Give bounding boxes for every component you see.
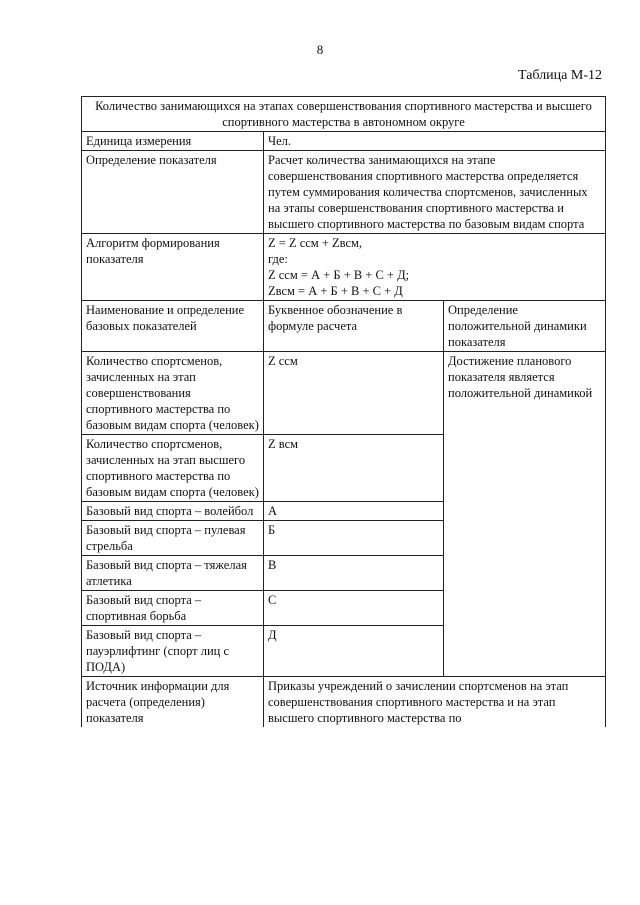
table-caption: Количество занимающихся на этапах совершенствования спортивного мастерства и высшего спортивного мастерства в автономном округе [82,97,606,132]
definition-label: Определение показателя [82,151,264,234]
definition-row [82,151,606,234]
indicator-name: Базовый вид спорта – тяжелая атлетика [82,556,264,591]
indicator-name: Базовый вид спорта – пулевая стрельба [82,521,264,556]
dynamics-empty-cell [444,435,606,677]
definition-value: Расчет количества занимающихся на этапе совершенствования спортивного мастерства определяется путем суммирования количества спортсменов, зачисленных на этапы совершенствования спортивного мастерства и высшего спортивного мастерства по базовым видам спорта [264,151,606,234]
header-symbol: Буквенное обозначение в формуле расчета [264,301,444,352]
indicator-table [81,96,606,727]
indicator-name: Базовый вид спорта – спортивная борьба [82,591,264,626]
indicator-symbol: Б [264,521,444,556]
header-name: Наименование и определение базовых показателей [82,301,264,352]
indicator-symbol: Z ссм [264,352,444,435]
caption-row [82,97,606,132]
indicator-symbol: Z всм [264,435,444,502]
indicator-name: Количество спортсменов, зачисленных на этап высшего спортивного мастерства по базовым видам спорта (человек) [82,435,264,502]
indicator-symbol: Д [264,626,444,677]
unit-label: Единица измерения [82,132,264,151]
base-header-row [82,301,606,352]
indicator-name: Базовый вид спорта – волейбол [82,502,264,521]
indicator-symbol: С [264,591,444,626]
algorithm-formula [264,234,606,301]
source-value: Приказы учреждений о зачислении спортсменов на этап совершенствования спортивного мастерства и на этап высшего спортивного мастерства по [264,677,606,728]
unit-row [82,132,606,151]
table-row [82,435,606,502]
table-row [82,352,606,435]
formula-line: Zвсм = А + Б + В + С + Д [268,284,403,298]
source-row [82,677,606,728]
indicator-name: Базовый вид спорта – пауэрлифтинг (спорт лиц с ПОДА) [82,626,264,677]
page-number: 8 [316,42,324,57]
formula-line: где: [268,252,288,266]
indicator-name: Количество спортсменов, зачисленных на этап совершенствования спортивного мастерства по базовым видам спорта (человек) [82,352,264,435]
dynamics-note: Достижение планового показателя является положительной динамикой [444,352,606,435]
algorithm-label: Алгоритм формирования показателя [82,234,264,301]
formula-line: Z = Z ссм + Zвсм, [268,236,363,250]
table-label: Таблица М-12 [518,68,602,83]
indicator-symbol: А [264,502,444,521]
source-label: Источник информации для расчета (определения) показателя [82,677,264,728]
indicator-symbol: В [264,556,444,591]
algorithm-row [82,234,606,301]
unit-value: Чел. [264,132,606,151]
header-dynamics: Определение положительной динамики показателя [444,301,606,352]
formula-line: Z ссм = А + Б + В + С + Д; [268,268,410,282]
